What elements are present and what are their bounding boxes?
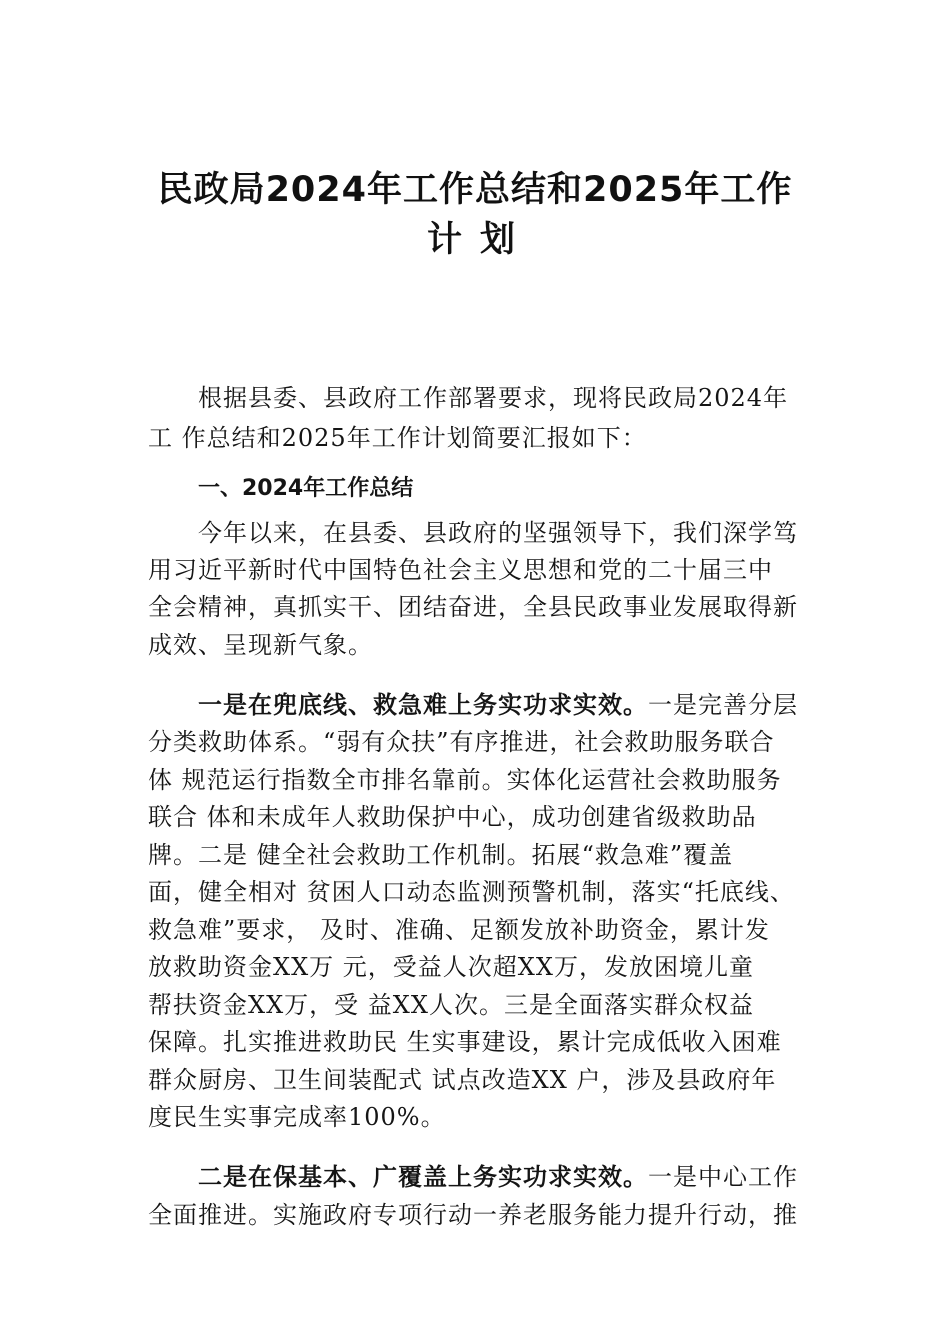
document-title-line-1: 民政局2024年工作总结和2025年工作 [157, 170, 793, 210]
para2-line-1 [198, 690, 798, 720]
para2-bold-lead: 一是在兜底线、救急难上务实功求实效。 [198, 690, 648, 719]
para2-line-12: 度民生实事完成率100%。 [148, 1103, 446, 1131]
section-heading: 一、2024年工作总结 [198, 476, 414, 501]
para2-line-9: 帮扶资金XX万，受 益XX人次。三是全面落实群众权益 [148, 991, 754, 1019]
para2-line-7: 救急难”要求， 及时、准确、足额发放补助资金，累计发 [148, 916, 770, 944]
para1-line-1: 今年以来，在县委、县政府的坚强领导下，我们深学笃 [198, 519, 798, 547]
para2-line-4: 联合 体和未成年人救助保护中心，成功创建省级救助品 [148, 803, 757, 831]
para2-line-11: 群众厨房、卫生间装配式 试点改造XX 户，涉及县政府年 [148, 1066, 777, 1094]
intro-line-1: 根据县委、县政府工作部署要求，现将民政局2024年 [198, 384, 789, 412]
para1-line-2: 用习近平新时代中国特色社会主义思想和党的二十届三中 [148, 556, 773, 584]
para2-first-rest: 一是完善分层 [648, 691, 798, 719]
document-title-line-2: 计划 [426, 220, 533, 260]
para2-line-5: 牌。二是 健全社会救助工作机制。拓展“救急难”覆盖 [148, 841, 734, 869]
para2-line-3: 体 规范运行指数全市排名靠前。实体化运营社会救助服务 [148, 766, 782, 794]
para3-first-rest: 一是中心工作 [648, 1163, 798, 1191]
para3-bold-lead: 二是在保基本、广覆盖上务实功求实效。 [198, 1162, 648, 1191]
intro-line-2: 工 作总结和2025年工作计划简要汇报如下： [148, 424, 647, 452]
para3-line-2: 全面推进。实施政府专项行动一养老服务能力提升行动，推 [148, 1201, 798, 1229]
para2-line-2: 分类救助体系。“弱有众扶”有序推进，社会救助服务联合 [148, 728, 775, 756]
para3-line-1 [198, 1162, 798, 1192]
para2-line-6: 面，健全相对 贫困人口动态监测预警机制，落实“托底线、 [148, 878, 795, 906]
para2-line-10: 保障。扎实推进救助民 生实事建设，累计完成低收入困难 [148, 1028, 782, 1056]
para1-line-3: 全会精神，真抓实干、团结奋进，全县民政事业发展取得新 [148, 593, 798, 621]
para2-line-8: 放救助资金XX万 元，受益人次超XX万，发放困境儿童 [148, 953, 754, 981]
para1-line-4: 成效、呈现新气象。 [148, 631, 373, 659]
